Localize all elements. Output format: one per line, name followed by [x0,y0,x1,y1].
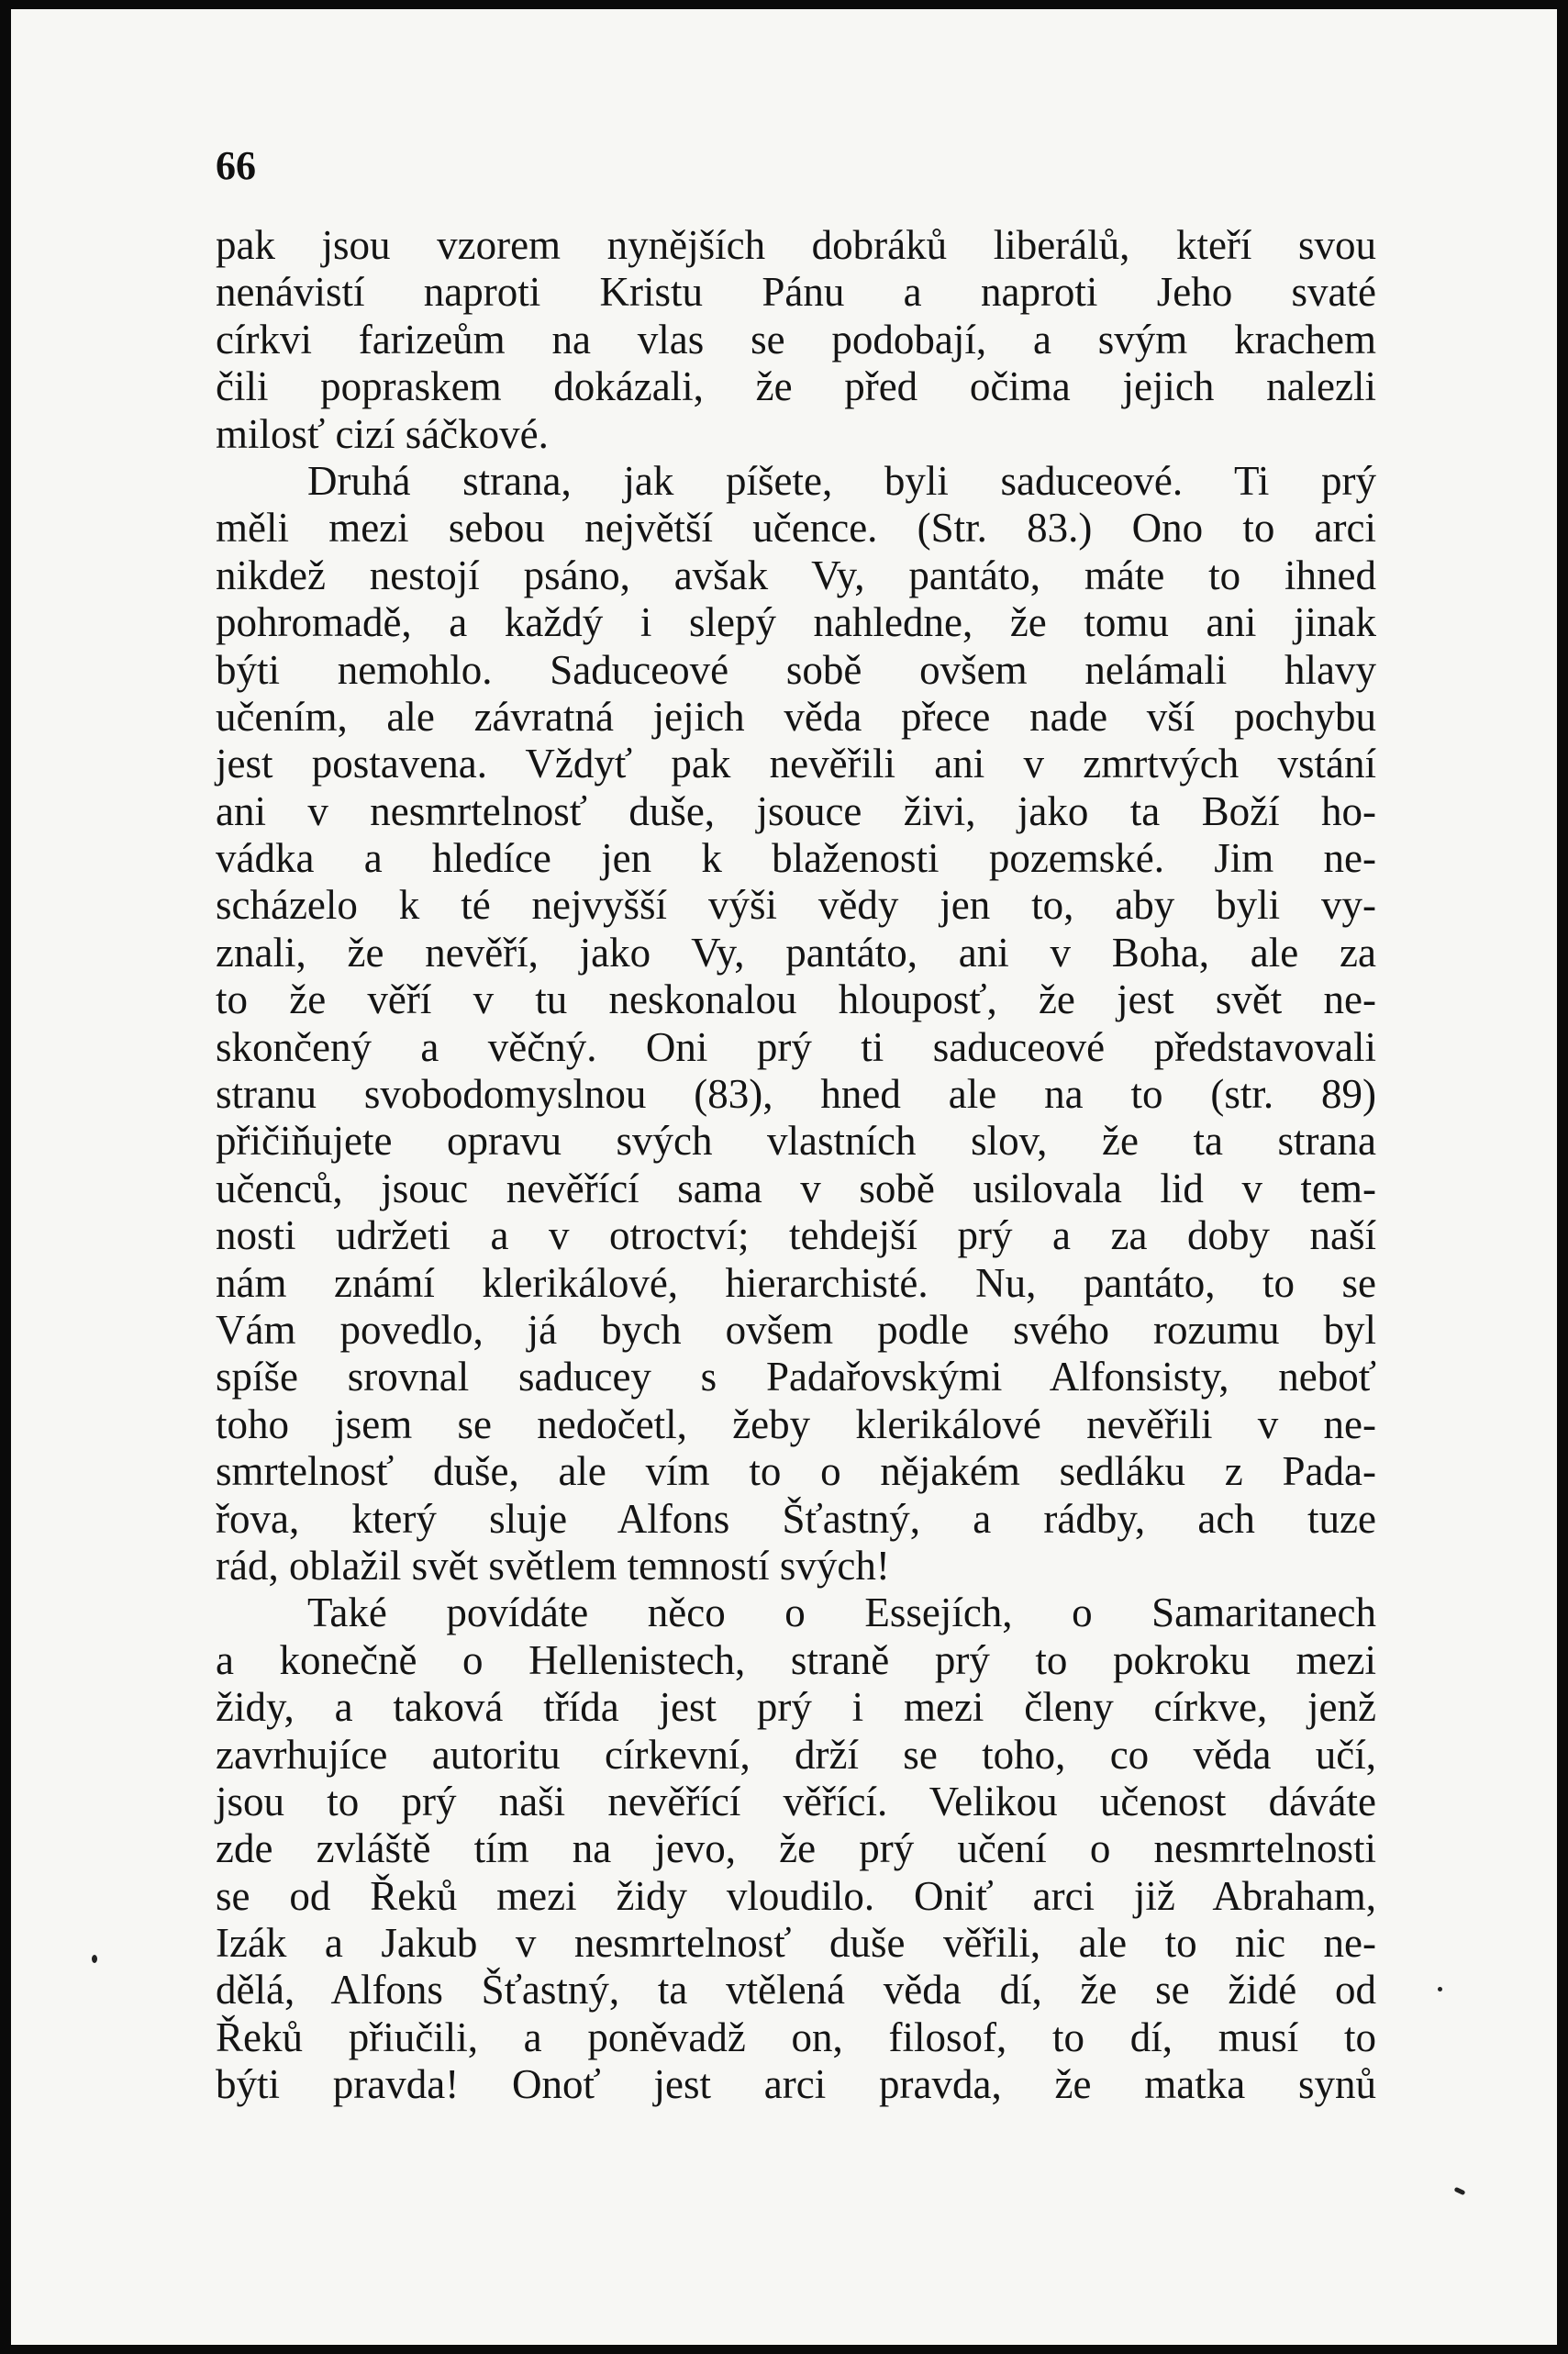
text-line: židy, a taková třída jest prý i mezi členy církve, jenž [216,1684,1376,1731]
book-page [11,9,1557,2345]
text-line: nikdež nestojí psáno, avšak Vy, pantáto, máte to ihned [216,552,1376,598]
text-line: Řeků přiučili, a poněvadž on, filosof, to dí, musí to [216,2014,1376,2060]
text-line: církvi farizeům na vlas se podobají, a svým krachem [216,316,1376,363]
text-line: a konečně o Hellenistech, straně prý to pokroku mezi [216,1636,1376,1683]
body-text [216,222,1376,2109]
text-line: Druhá strana, jak píšete, byli saduceové. Ti prý [307,457,1376,504]
text-line: pohromadě, a každý i slepý nahledne, že tomu ani jinak [216,599,1376,646]
text-line: milosť cizí sáčkové. [216,410,549,457]
print-speck [1454,2187,1466,2196]
text-line: to že věří v tu neskonalou hlouposť, že jest svět ne- [216,976,1376,1023]
text-line: nenávistí naproti Kristu Pánu a naproti Jeho svaté [216,269,1376,316]
text-line: smrtelnosť duše, ale vím to o nějakém sedláku z Pada- [216,1448,1376,1495]
text-line: býti pravda! Onoť jest arci pravda, že matka synů [216,2061,1376,2108]
text-line: měli mezi sebou největší učence. (Str. 83.) Ono to arci [216,505,1376,552]
page-number: 66 [216,143,256,188]
text-line: rád, oblažil svět světlem temností svých! [216,1542,890,1589]
text-line: dělá, Alfons Šťastný, ta vtělená věda dí, že se židé od [216,1967,1376,2014]
text-line: pak jsou vzorem nynějších dobráků liberálů, kteří svou [216,222,1376,268]
text-line: čili popraskem dokázali, že před očima jejich nalezli [216,363,1376,410]
text-line: Vám povedlo, já bych ovšem podle svého rozumu byl [216,1306,1376,1353]
print-speck [1438,1987,1442,1991]
text-line: Izák a Jakub v nesmrtelnosť duše věřili, ale to nic ne- [216,1920,1376,1967]
text-line: Také povídáte něco o Essejích, o Samaritanech [307,1590,1376,1636]
text-line: skončený a věčný. Oni prý ti saduceové představovali [216,1023,1376,1070]
text-line: nosti udržeti a v otroctví; tehdejší prý a za doby naší [216,1212,1376,1259]
text-line: znali, že nevěří, jako Vy, pantáto, ani v Boha, ale za [216,929,1376,976]
text-line: vádka a hledíce jen k blaženosti pozemské. Jim ne- [216,835,1376,882]
text-line: zavrhujíce autoritu církevní, drží se toho, co věda učí, [216,1731,1376,1778]
text-line: nám známí klerikálové, hierarchisté. Nu, pantáto, to se [216,1259,1376,1306]
text-line: býti nemohlo. Saduceové sobě ovšem nelámali hlavy [216,646,1376,693]
text-line: zde zvláště tím na jevo, že prý učení o nesmrtelnosti [216,1825,1376,1872]
text-line: toho jsem se nedočetl, žeby klerikálové nevěřili v ne- [216,1400,1376,1447]
text-line: přičiňujete opravu svých vlastních slov, že ta strana [216,1118,1376,1165]
text-line: stranu svobodomyslnou (83), hned ale na to (str. 89) [216,1071,1376,1118]
text-line: jsou to prý naši nevěřící věřící. Velikou učenost dáváte [216,1778,1376,1824]
text-line: jest postavena. Vždyť pak nevěřili ani v zmrtvých vstání [216,741,1376,787]
text-line: scházelo k té nejvyšší výši vědy jen to, aby byli vy- [216,882,1376,929]
print-speck [92,1955,97,1963]
text-line: učenců, jsouc nevěřící sama v sobě usilovala lid v tem- [216,1165,1376,1211]
text-line: spíše srovnal saducey s Padařovskými Alfonsisty, neboť [216,1354,1376,1400]
text-line: řova, který sluje Alfons Šťastný, a rádby, ach tuze [216,1495,1376,1542]
text-line: učením, ale závratná jejich věda přece nade vší pochybu [216,693,1376,740]
text-line: ani v nesmrtelnosť duše, jsouce živi, jako ta Boží ho- [216,787,1376,834]
text-line: se od Řeků mezi židy vloudilo. Oniť arci již Abraham, [216,1872,1376,1919]
